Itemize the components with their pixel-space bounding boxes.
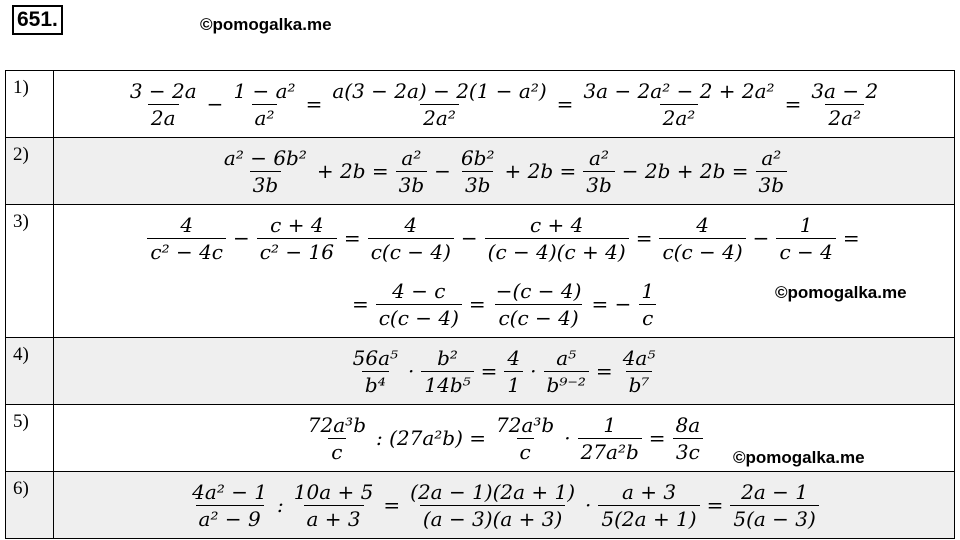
operator: − <box>434 159 451 183</box>
fraction <box>580 78 777 131</box>
table-row <box>6 472 955 539</box>
denominator: 3b <box>462 171 494 198</box>
operator: − <box>460 226 478 250</box>
numerator: a² <box>589 145 609 170</box>
operator: = <box>784 92 802 116</box>
watermark-middle: ©pomogalka.me <box>775 283 907 302</box>
denominator: a² − 9 <box>196 505 264 532</box>
numerator: c + 4 <box>529 212 584 237</box>
row-label: 2) <box>6 138 54 205</box>
fraction <box>493 412 557 465</box>
fraction <box>578 412 642 465</box>
numerator: a(3 − 2a) − 2(1 − a²) <box>332 78 547 103</box>
expression-line <box>54 71 954 137</box>
expression-cell <box>54 405 955 472</box>
expression-line <box>54 205 954 271</box>
operator: : <box>277 493 284 517</box>
watermark-top: ©pomogalka.me <box>200 15 332 34</box>
denominator: 2a² <box>825 104 864 131</box>
operator: · <box>585 493 592 517</box>
fraction <box>673 412 704 465</box>
expression-line <box>54 472 954 538</box>
numerator: b² <box>437 345 458 370</box>
numerator: a + 3 <box>621 479 677 504</box>
denominator: c <box>328 438 345 465</box>
operator: − <box>233 226 250 250</box>
fraction <box>756 145 788 198</box>
table-row <box>6 405 955 472</box>
operator: : (27a²b) = <box>376 426 487 450</box>
operator: · <box>564 426 571 450</box>
fraction <box>493 278 585 331</box>
fraction <box>638 278 657 331</box>
numerator: 72a³b <box>307 412 366 437</box>
operator: = <box>706 493 724 517</box>
operator: − <box>752 226 770 250</box>
fraction <box>329 78 549 131</box>
fraction <box>598 479 699 532</box>
problem-number: 651. <box>12 5 63 35</box>
denominator: b⁹⁻² <box>544 371 589 398</box>
denominator: 3b <box>250 171 282 198</box>
numerator: 1 <box>603 412 617 437</box>
fraction <box>659 212 745 265</box>
numerator: 4a⁵ <box>622 345 656 370</box>
operator: = <box>343 226 361 250</box>
denominator: c(c − 4) <box>368 238 454 265</box>
fraction <box>485 212 629 265</box>
denominator: c <box>639 304 656 331</box>
numerator: 4 − c <box>392 278 446 303</box>
numerator: 3a − 2 <box>811 78 879 103</box>
numerator: a⁵ <box>556 345 577 370</box>
row-label: 3) <box>6 205 54 338</box>
denominator: b⁷ <box>626 371 653 398</box>
numerator: 3 − 2a <box>129 78 197 103</box>
expression-line <box>54 138 954 204</box>
operator: = <box>480 359 498 383</box>
numerator: a² − 6b² <box>223 145 307 170</box>
operator: = <box>351 292 369 316</box>
row-label: 6) <box>6 472 54 539</box>
table-row <box>6 338 955 405</box>
numerator: a² <box>761 145 782 170</box>
numerator: 4 <box>180 212 194 237</box>
watermark-bottom: ©pomogalka.me <box>733 448 865 467</box>
numerator: 4 <box>696 212 709 237</box>
numerator: 4 <box>507 345 521 370</box>
fraction <box>407 479 578 532</box>
operator: + 2b = <box>316 159 389 183</box>
expression-cell <box>54 205 955 338</box>
expression-cell <box>54 138 955 205</box>
operator: − 2b + 2b = <box>621 159 749 183</box>
table-row <box>6 205 955 338</box>
operator: + 2b = <box>504 159 577 183</box>
fraction <box>396 145 428 198</box>
numerator: 56a⁵ <box>352 345 399 370</box>
fraction <box>504 345 523 398</box>
fraction <box>544 345 589 398</box>
fraction <box>458 145 498 198</box>
denominator: c² − 16 <box>257 238 337 265</box>
numerator: 3a − 2a² − 2 + 2a² <box>583 78 775 103</box>
denominator: 1 <box>504 371 523 398</box>
numerator: 2a − 1 <box>741 479 809 504</box>
operator: = <box>595 359 613 383</box>
numerator: 10a + 5 <box>293 479 374 504</box>
numerator: c + 4 <box>270 212 324 237</box>
operator: = − <box>591 292 632 316</box>
denominator: a + 3 <box>304 505 364 532</box>
denominator: 2a <box>148 104 179 131</box>
denominator: c(c − 4) <box>659 238 745 265</box>
operator: − <box>206 92 224 116</box>
operator: = <box>842 226 860 250</box>
solution-table <box>5 70 955 539</box>
denominator: 2a² <box>660 104 699 131</box>
numerator: 1 <box>799 212 813 237</box>
operator: = <box>635 226 653 250</box>
expression-line <box>54 405 954 471</box>
operator: = <box>305 92 323 116</box>
numerator: 1 <box>641 278 655 303</box>
numerator: 72a³b <box>496 412 555 437</box>
table-row <box>6 71 955 138</box>
fraction <box>376 278 462 331</box>
fraction <box>189 479 270 532</box>
fraction <box>230 78 298 131</box>
fraction <box>776 212 835 265</box>
denominator: 3b <box>396 171 428 198</box>
expression-cell <box>54 472 955 539</box>
denominator: (a − 3)(a + 3) <box>420 505 565 532</box>
operator: = <box>383 493 401 517</box>
numerator: −(c − 4) <box>495 278 582 303</box>
fraction <box>368 212 454 265</box>
operator: = <box>556 92 574 116</box>
fraction <box>808 78 881 131</box>
denominator: 3c <box>673 438 703 465</box>
denominator: 5(2a + 1) <box>598 505 699 532</box>
expression-line <box>54 338 954 404</box>
fraction <box>221 145 310 198</box>
denominator: a² <box>252 104 278 131</box>
fraction <box>583 145 615 198</box>
fraction <box>350 345 401 398</box>
numerator: (2a − 1)(2a + 1) <box>410 479 576 504</box>
fraction <box>730 479 818 532</box>
row-label: 4) <box>6 338 54 405</box>
fraction <box>305 412 369 465</box>
fraction <box>421 345 473 398</box>
fraction <box>620 345 659 398</box>
denominator: (c − 4)(c + 4) <box>485 238 629 265</box>
numerator: a² <box>401 145 422 170</box>
operator: · <box>530 359 537 383</box>
denominator: 5(a − 3) <box>730 505 818 532</box>
denominator: c <box>517 438 534 465</box>
fraction <box>257 212 337 265</box>
denominator: 14b⁵ <box>421 371 473 398</box>
row-label: 5) <box>6 405 54 472</box>
denominator: c² − 4c <box>147 238 226 265</box>
numerator: 8a <box>675 412 701 437</box>
denominator: 3b <box>583 171 615 198</box>
denominator: 27a²b <box>578 438 642 465</box>
expression-cell <box>54 71 955 138</box>
denominator: 3b <box>756 171 788 198</box>
denominator: c(c − 4) <box>376 304 462 331</box>
denominator: c(c − 4) <box>495 304 581 331</box>
denominator: c − 4 <box>776 238 835 265</box>
fraction <box>291 479 377 532</box>
expression-line <box>54 271 954 337</box>
numerator: 6b² <box>460 145 495 170</box>
operator: = <box>468 292 486 316</box>
fraction <box>147 212 226 265</box>
expression-cell <box>54 338 955 405</box>
denominator: 2a² <box>420 104 459 131</box>
denominator: b⁴ <box>362 371 389 398</box>
row-label: 1) <box>6 71 54 138</box>
operator: · <box>408 359 415 383</box>
table-row <box>6 138 955 205</box>
numerator: 4 <box>404 212 418 237</box>
numerator: 4a² − 1 <box>192 479 268 504</box>
fraction <box>127 78 200 131</box>
operator: = <box>648 426 666 450</box>
numerator: 1 − a² <box>233 78 296 103</box>
